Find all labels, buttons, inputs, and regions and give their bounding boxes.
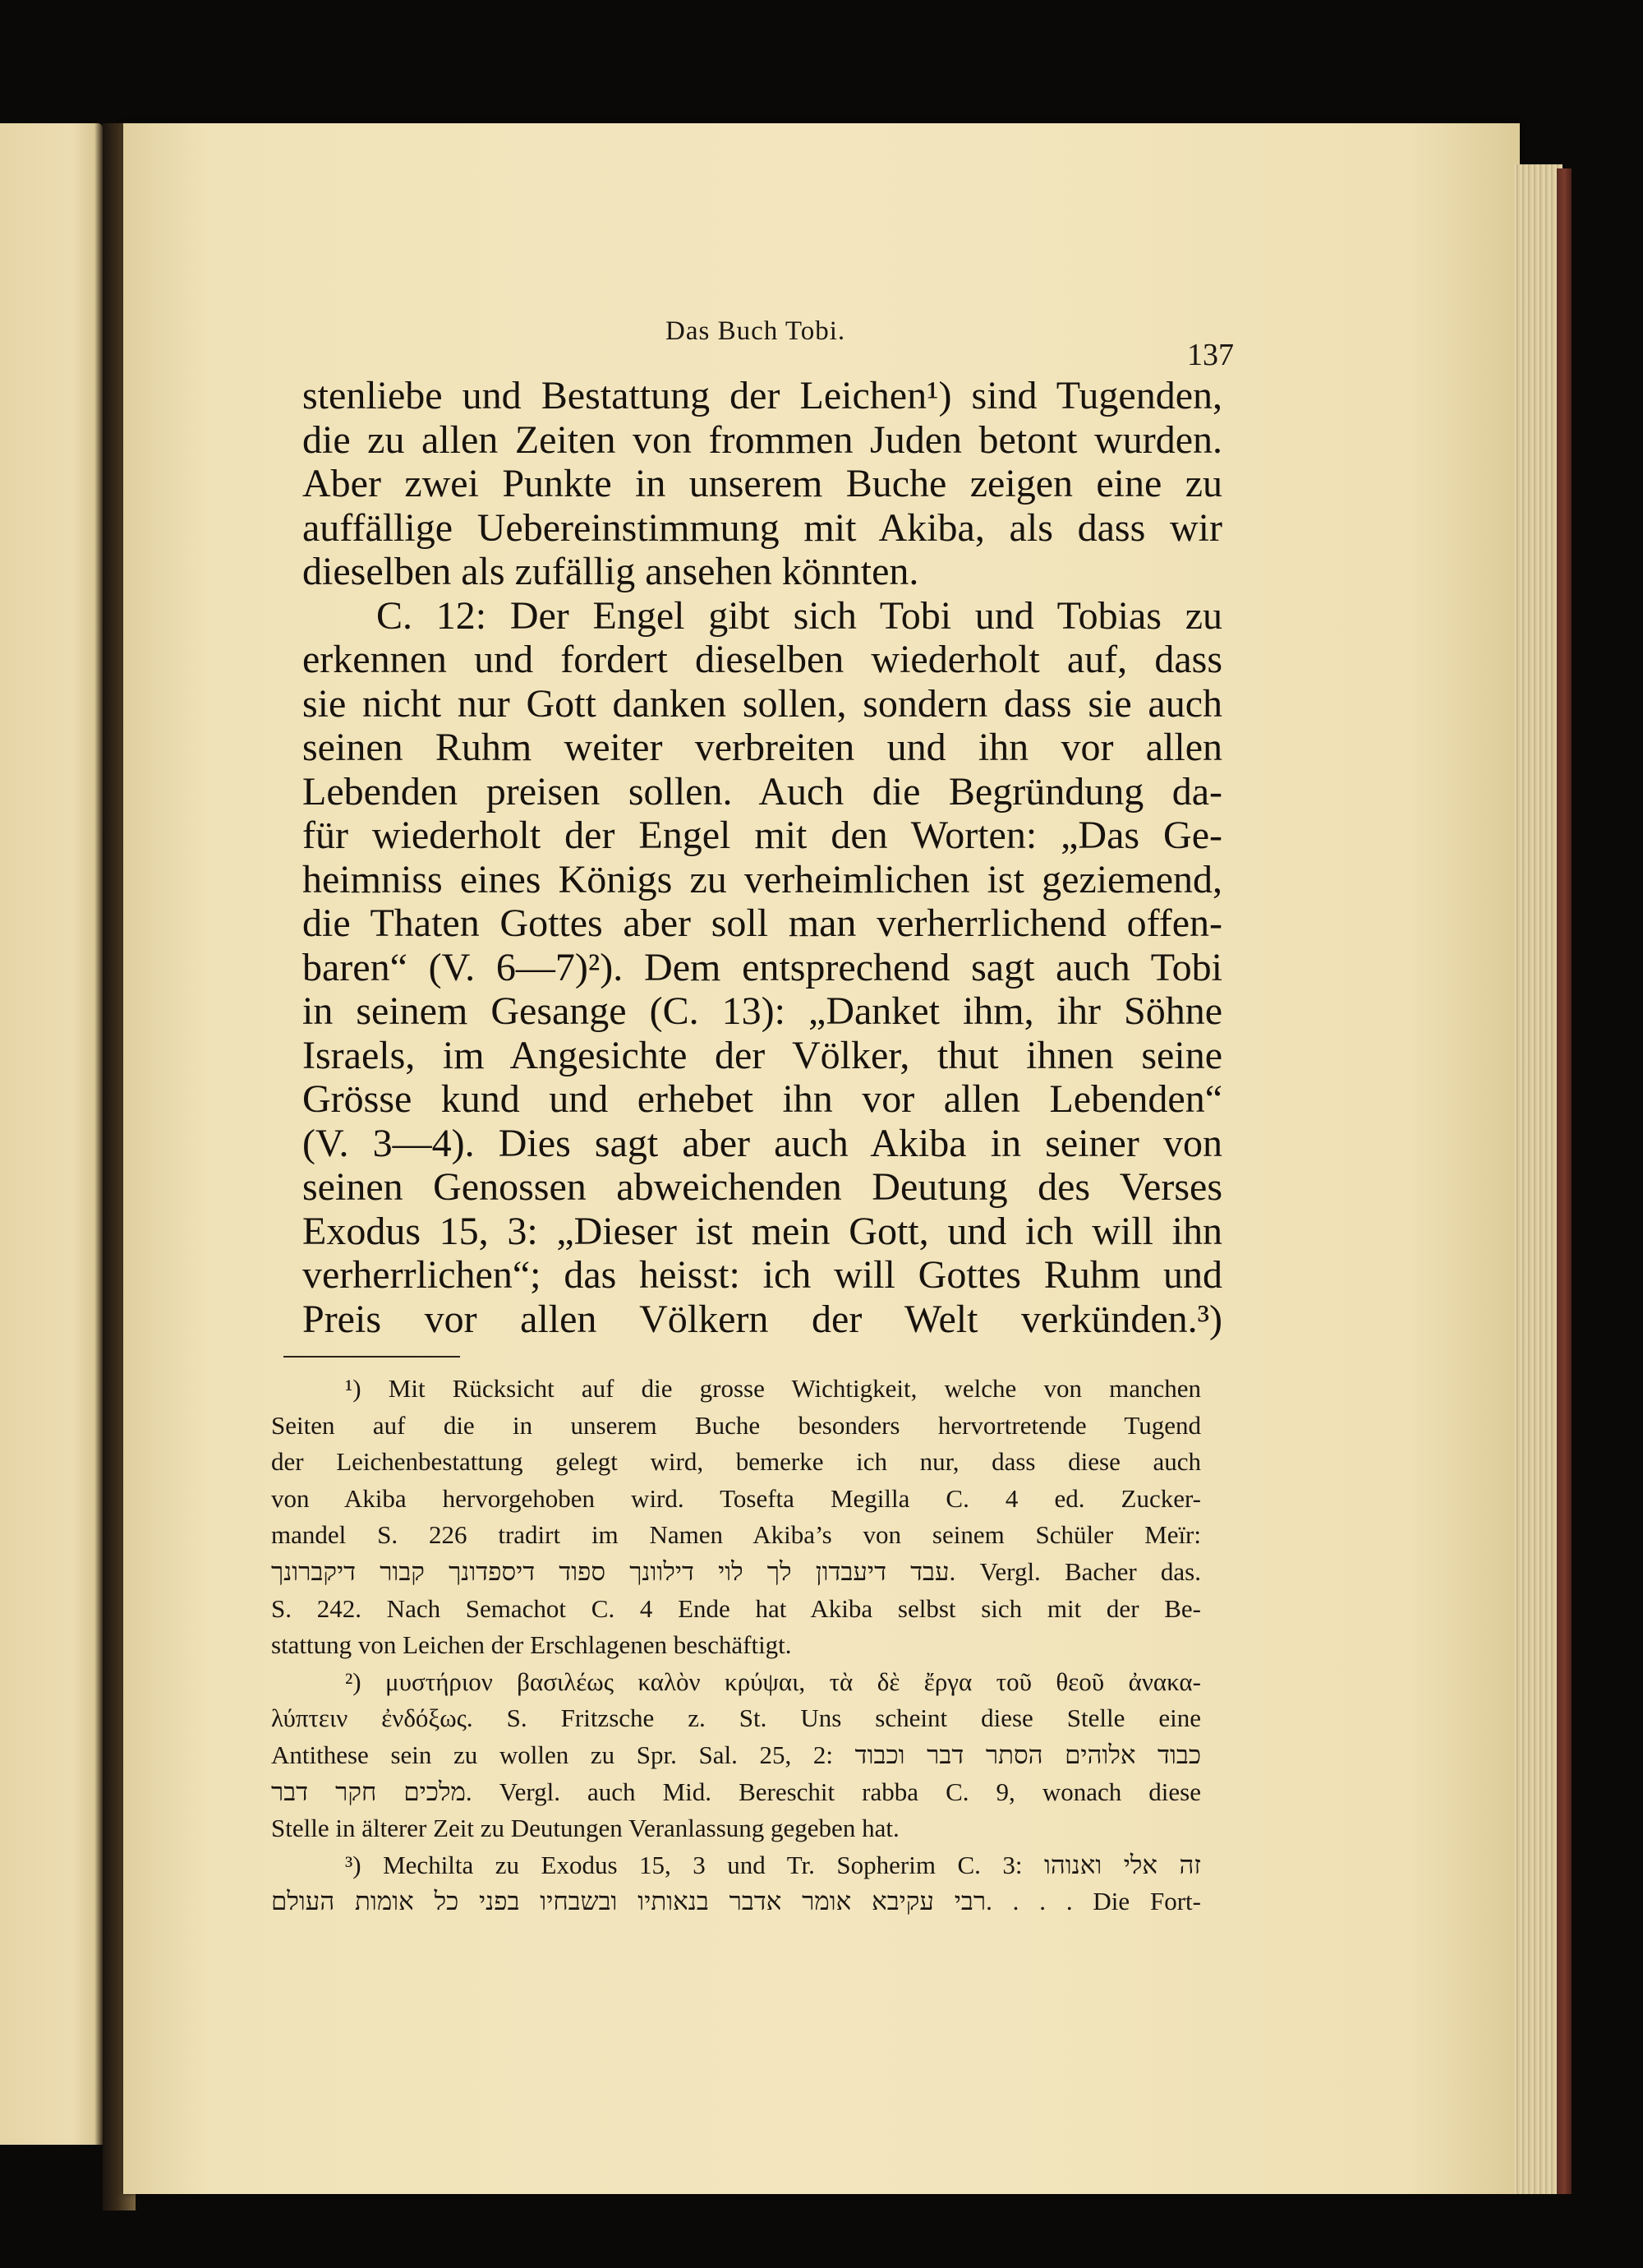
footnote-line: von Akiba hervorgehoben wird. Tosefta Megilla C. 4 ed. Zucker- — [271, 1483, 1201, 1513]
main-text — [302, 374, 1222, 1341]
page-stack-edge — [1513, 164, 1562, 2194]
footnote-line: עבד דיעבדון לך לוי דילוונך ספוד דיספדונך קבור דיקברונך. Vergl. Bacher das. — [271, 1556, 1201, 1586]
footnote-line: Antithese sein zu wollen zu Spr. Sal. 25, 2: כבוד אלוהים הסתר דבר וכבוד — [271, 1740, 1201, 1769]
footnote-line: Stelle in älterer Zeit zu Deutungen Veranlassung gegeben hat. — [271, 1814, 900, 1843]
text-line: baren“ (V. 6—7)²). Dem entsprechend sagt auch Tobi — [302, 945, 1222, 989]
footnote-line: mandel S. 226 tradirt im Namen Akiba’s von seinem Schüler Meïr: — [271, 1520, 1201, 1550]
text-line: für wiederholt der Engel mit den Worten: „Das Ge- — [302, 814, 1222, 857]
text-line: seinen Genossen abweichenden Deutung des Verses — [302, 1165, 1222, 1209]
footnote-line: S. 242. Nach Semachot C. 4 Ende hat Akiba selbst sich mit der Be- — [271, 1593, 1201, 1623]
facing-page-edge — [0, 123, 103, 2145]
text-line: seinen Ruhm weiter verbreiten und ihn vor allen — [302, 726, 1222, 769]
text-line: stenliebe und Bestattung der Leichen¹) sind Tugenden, — [302, 374, 1222, 417]
footnote-line: stattung von Leichen der Erschlagenen beschäftigt. — [271, 1630, 792, 1660]
footnote-line: ²) μυστήριον βασιλέως καλὸν κρύψαι, τὰ δὲ ἔργα τοῦ θεοῦ ἀνακα- — [345, 1666, 1201, 1696]
footnote-line: ¹) Mit Rücksicht auf die grosse Wichtigkeit, welche von manchen — [345, 1374, 1201, 1403]
page-number: 137 — [1187, 338, 1234, 372]
text-line: Preis vor allen Völkern der Welt verkünden.³) — [302, 1297, 1222, 1341]
footnote-line: רבי עקיבא אומר אדבר בנאותיו ובשבחיו בפני כל אומות העולם. . . . Die Fort- — [271, 1887, 1201, 1916]
book-cover-edge — [1557, 168, 1572, 2194]
footnote-line: ³) Mechilta zu Exodus 15, 3 und Tr. Sopherim C. 3: זה אלי ואנוהו — [345, 1850, 1201, 1879]
text-line: verherrlichen“; das heisst: ich will Gottes Ruhm und — [302, 1253, 1222, 1297]
footnote-line: λύπτειν ἐνδόξως. S. Fritzsche z. St. Uns scheint diese Stelle eine — [271, 1703, 1201, 1733]
text-line: Exodus 15, 3: „Dieser ist mein Gott, und ich will ihn — [302, 1209, 1222, 1253]
footnote-line: der Leichenbestattung gelegt wird, bemerke ich nur, dass diese auch — [271, 1447, 1201, 1477]
footnote-rule — [283, 1356, 460, 1358]
text-line: erkennen und fordert dieselben wiederholt auf, dass — [302, 638, 1222, 681]
text-line: Aber zwei Punkte in unserem Buche zeigen eine zu — [302, 462, 1222, 505]
text-line: C. 12: Der Engel gibt sich Tobi und Tobias zu — [376, 593, 1222, 638]
text-line: auffällige Uebereinstimmung mit Akiba, als dass wir — [302, 505, 1222, 550]
text-line: dieselben als zufällig ansehen könnten. — [302, 550, 919, 593]
text-line: sie nicht nur Gott danken sollen, sondern dass sie auch — [302, 681, 1222, 726]
text-line: heimniss eines Königs zu verheimlichen ist geziemend, — [302, 857, 1222, 901]
text-line: die zu allen Zeiten von frommen Juden betont wurden. — [302, 417, 1222, 462]
footnote-line: מלכים חקר דבר. Vergl. auch Mid. Bereschit rabba C. 9, wonach diese — [271, 1777, 1201, 1806]
text-line: in seinem Gesange (C. 13): „Danket ihm, ihr Söhne — [302, 989, 1222, 1033]
text-line: Lebenden preisen sollen. Auch die Begründung da- — [302, 769, 1222, 814]
running-title: Das Buch Tobi. — [665, 316, 846, 346]
text-line: Israels, im Angesichte der Völker, thut ihnen seine — [302, 1033, 1222, 1077]
footnotes — [271, 1371, 1201, 1920]
text-line: Grösse kund und erhebet ihn vor allen Lebenden“ — [302, 1077, 1222, 1121]
text-line: die Thaten Gottes aber soll man verherrlichend offen- — [302, 901, 1222, 945]
footnote-line: Seiten auf die in unserem Buche besonders hervortretende Tugend — [271, 1410, 1201, 1440]
text-line: (V. 3—4). Dies sagt aber auch Akiba in seiner von — [302, 1121, 1222, 1165]
